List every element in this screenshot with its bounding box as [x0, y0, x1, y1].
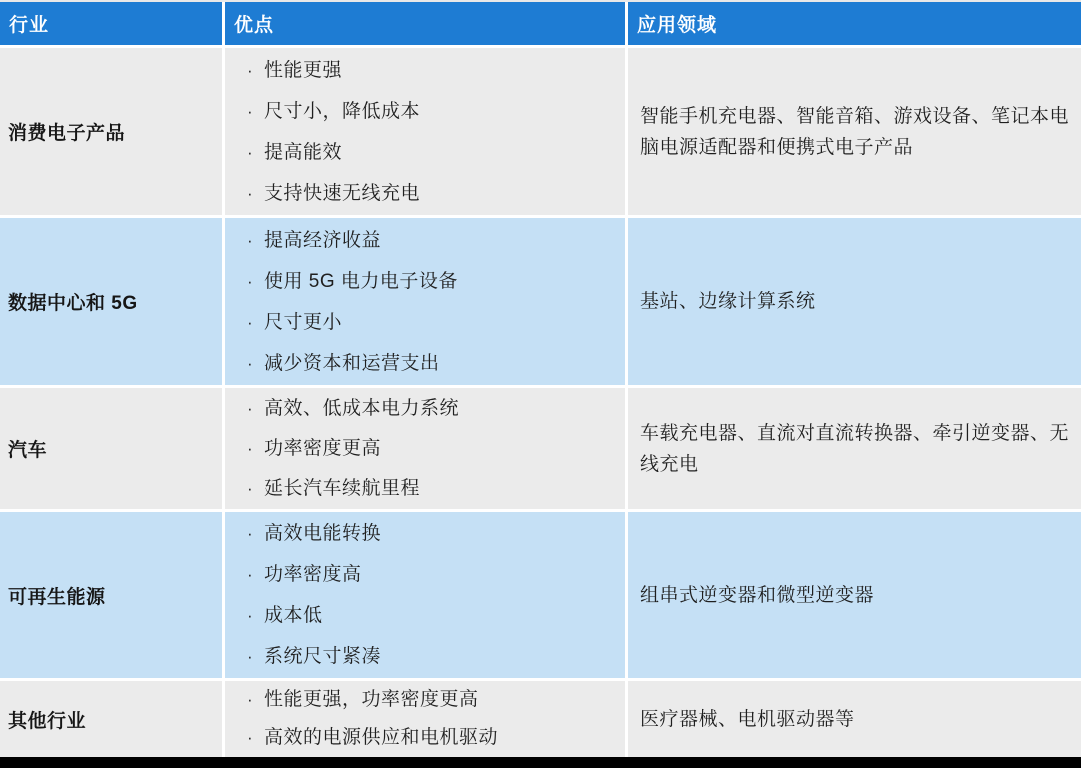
- bullet-icon: ·: [247, 60, 253, 80]
- bottom-bar: [0, 757, 1081, 768]
- advantage-text: 功率密度高: [264, 564, 362, 585]
- advantage-item: [247, 636, 625, 677]
- advantage-item: [247, 132, 625, 173]
- header-cell-industry: [0, 2, 222, 45]
- bullet-icon: ·: [247, 142, 253, 162]
- industry-cell: [0, 388, 222, 509]
- applications-text: 基站、边缘计算系统: [640, 291, 816, 312]
- advantage-text: 高效电能转换: [264, 523, 382, 544]
- industry-label: 数据中心和 5G: [8, 293, 138, 314]
- advantage-item: [247, 173, 625, 214]
- header-label-advantages: 优点: [234, 15, 275, 36]
- bullet-icon: ·: [247, 606, 253, 625]
- industry-cell: [0, 218, 222, 385]
- advantage-text: 尺寸更小: [264, 311, 343, 333]
- advantage-text: 系统尺寸紧凑: [264, 646, 382, 667]
- advantage-item: [247, 681, 625, 719]
- applications-cell: [628, 48, 1081, 215]
- header-cell-applications: [628, 2, 1081, 45]
- advantage-text: 性能更强，功率密度更高: [264, 689, 479, 710]
- advantages-cell: [225, 48, 625, 215]
- applications-text: 组串式逆变器和微型逆变器: [640, 584, 875, 606]
- table-row: [0, 388, 1081, 509]
- advantage-item: [247, 302, 625, 343]
- advantage-text: 减少资本和运营支出: [264, 352, 440, 374]
- header-label-industry: 行业: [9, 15, 50, 36]
- advantages-cell: [225, 388, 625, 509]
- advantage-text: 高效的电源供应和电机驱动: [264, 727, 499, 748]
- advantage-item: [247, 513, 625, 554]
- advantage-text: 成本低: [264, 605, 323, 626]
- advantage-text: 支持快速无线充电: [264, 182, 421, 204]
- bullet-icon: ·: [247, 271, 253, 291]
- header-label-applications: 应用领域: [637, 15, 718, 36]
- table-row: [0, 48, 1081, 215]
- advantage-item: [247, 261, 625, 302]
- table-row: [0, 681, 1081, 757]
- applications-text: 车载充电器、直流对直流转换器、牵引逆变器、无线充电: [640, 422, 1070, 475]
- bullet-icon: ·: [247, 478, 253, 498]
- bullet-icon: ·: [247, 183, 253, 203]
- bullet-icon: ·: [247, 101, 253, 121]
- advantage-text: 功率密度更高: [264, 437, 382, 459]
- advantage-item: [247, 469, 625, 509]
- industry-label: 可再生能源: [8, 586, 106, 608]
- industry-cell: [0, 681, 222, 757]
- advantage-item: [247, 220, 625, 261]
- header-cell-advantages: [225, 2, 625, 45]
- applications-text: 智能手机充电器、智能音箱、游戏设备、笔记本电脑电源适配器和便携式电子产品: [640, 105, 1070, 158]
- advantage-item: [247, 50, 625, 91]
- advantage-item: [247, 719, 625, 757]
- advantage-item: [247, 343, 625, 384]
- industry-label: 其他行业: [8, 710, 87, 732]
- bullet-icon: ·: [247, 524, 253, 543]
- bullet-icon: ·: [247, 230, 253, 250]
- advantages-cell: [225, 512, 625, 678]
- table-row: [0, 512, 1081, 678]
- advantage-text: 提高经济收益: [264, 229, 382, 251]
- table-header-row: [0, 0, 1081, 45]
- bullet-icon: ·: [247, 565, 253, 584]
- bullet-icon: ·: [247, 728, 253, 747]
- bullet-icon: ·: [247, 312, 253, 332]
- advantage-text: 性能更强: [264, 59, 343, 81]
- advantage-item: [247, 389, 625, 429]
- advantage-text: 使用 5G 电力电子设备: [264, 270, 458, 292]
- applications-cell: [628, 218, 1081, 385]
- advantage-item: [247, 595, 625, 636]
- bullet-icon: ·: [247, 398, 253, 418]
- applications-text: 医疗器械、电机驱动器等: [640, 708, 855, 730]
- bullet-icon: ·: [247, 353, 253, 373]
- table-row: [0, 218, 1081, 385]
- bullet-icon: ·: [247, 647, 253, 666]
- advantage-text: 提高能效: [264, 141, 343, 163]
- applications-cell: [628, 681, 1081, 757]
- advantages-cell: [225, 681, 625, 757]
- industry-label: 消费电子产品: [8, 123, 126, 144]
- industry-cell: [0, 48, 222, 215]
- bullet-icon: ·: [247, 690, 253, 709]
- advantage-text: 高效、低成本电力系统: [264, 397, 460, 419]
- bullet-icon: ·: [247, 438, 253, 458]
- advantage-item: [247, 429, 625, 469]
- advantage-item: [247, 554, 625, 595]
- advantage-text: 延长汽车续航里程: [264, 477, 421, 499]
- advantages-cell: [225, 218, 625, 385]
- advantage-item: [247, 91, 625, 132]
- industry-cell: [0, 512, 222, 678]
- advantage-text: 尺寸小，降低成本: [264, 100, 421, 122]
- applications-cell: [628, 512, 1081, 678]
- industry-label: 汽车: [8, 440, 48, 461]
- applications-cell: [628, 388, 1081, 509]
